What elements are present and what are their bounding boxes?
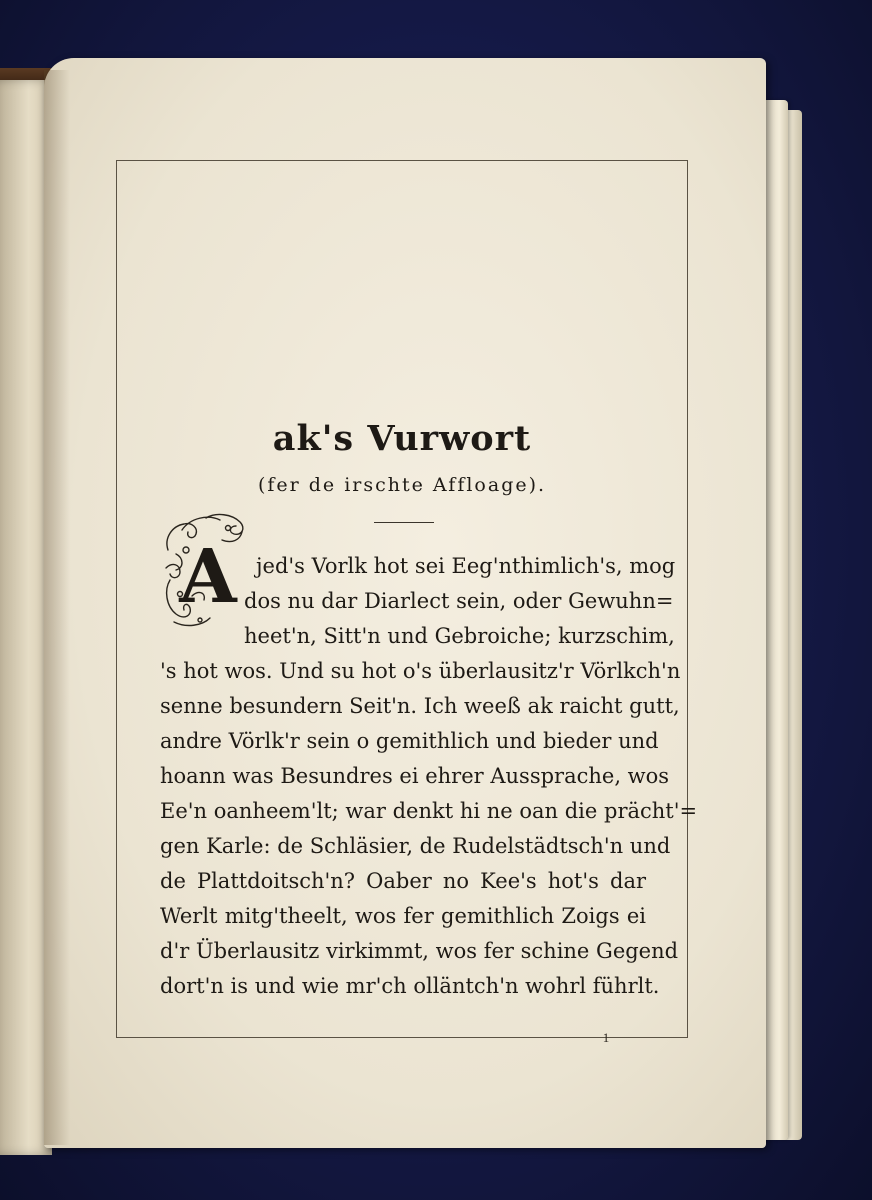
body-line-12: d'r Überlausitz virkimmt, wos fer schine Gegend (160, 939, 679, 963)
body-line-1: jed's Vorlk hot sei Eeg'nthimlich's, mog (256, 554, 676, 578)
page-subtitle: (fer de irschte Affloage). (257, 474, 547, 496)
body-line-2: dos nu dar Diarlect sein, oder Gewuhn= (244, 589, 674, 613)
body-line-4: 's hot wos. Und su hot o's überlausitz'r Vörlkch'n (160, 659, 681, 683)
body-line-13: dort'n is und wie mr'ch olläntch'n wohrl führlt. (160, 974, 660, 998)
ornamental-initial-icon (162, 510, 250, 632)
body-line-10: de Plattdoitsch'n? Oaber no Kee's hot's dar (160, 869, 646, 893)
gutter-shadow (44, 70, 70, 1145)
body-line-9: gen Karle: de Schläsier, de Rudelstädtsch'n und (160, 834, 671, 858)
body-line-6: andre Vörlk'r sein o gemithlich und bieder und (160, 729, 659, 753)
body-line-11: Werlt mitg'theelt, wos fer gemithlich Zoigs ei (160, 904, 646, 928)
body-line-7: hoann was Besundres ei ehrer Aussprache, wos (160, 764, 670, 788)
title-divider (374, 522, 434, 523)
body-line-8: Ee'n oanheem'lt; war denkt hi ne oan die prächt'= (160, 799, 698, 823)
page-title: ak's Vurwort (272, 418, 532, 459)
initial-letter: A (179, 534, 237, 620)
body-line-5: senne besundern Seit'n. Ich weeß ak raicht gutt, (160, 694, 680, 718)
body-line-3: heet'n, Sitt'n und Gebroiche; kurzschim, (244, 624, 675, 648)
page-number: 1 (602, 1030, 610, 1045)
